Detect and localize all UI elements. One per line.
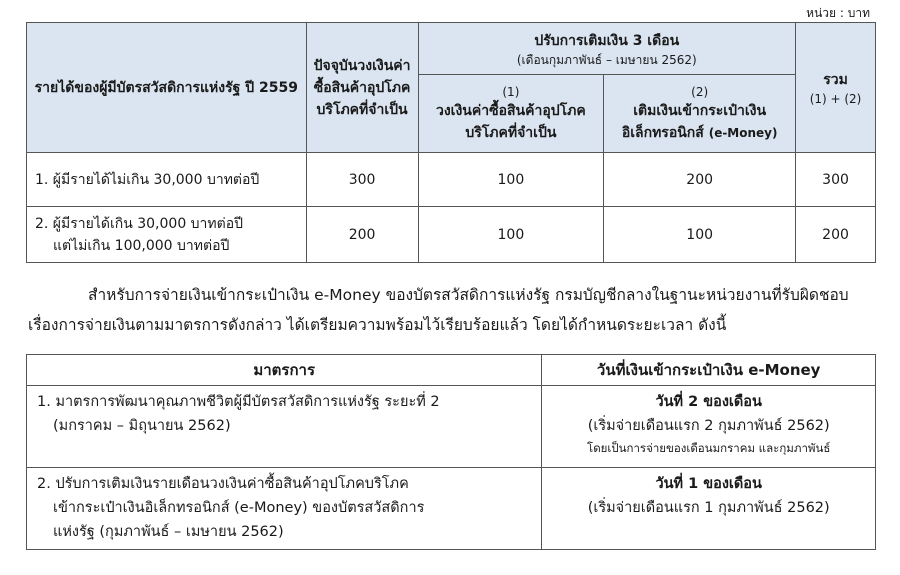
row-label: 2. ผู้มีรายได้เกิน 30,000 บาทต่อปี แต่ไม่เกิน 100,000 บาทต่อปี	[27, 207, 307, 263]
date-cell: วันที่ 1 ของเดือน (เริ่มจ่ายเดือนแรก 1 กุมภาพันธ์ 2562)	[542, 468, 876, 550]
header-total: รวม (1) + (2)	[796, 23, 876, 153]
header-measure: มาตรการ	[27, 355, 542, 386]
row-label: 1. ผู้มีรายได้ไม่เกิน 30,000 บาทต่อปี	[27, 153, 307, 207]
cell-current: 300	[306, 153, 418, 207]
header-col1: (1) วงเงินค่าซื้อสินค้าอุปโภคบริโภคที่จำเป็น	[418, 75, 604, 153]
unit-label: หน่วย : บาท	[806, 6, 870, 20]
date-cell: วันที่ 2 ของเดือน (เริ่มจ่ายเดือนแรก 2 กุมภาพันธ์ 2562) โดยเป็นการจ่ายของเดือนมกราคม และกุมภาพันธ์	[542, 386, 876, 468]
cell-total: 200	[796, 207, 876, 263]
header-date: วันที่เงินเข้ากระเป๋าเงิน e-Money	[542, 355, 876, 386]
header-col2: (2) เติมเงินเข้ากระเป๋าเงินอิเล็กทรอนิกส์ (e-Money)	[604, 75, 796, 153]
cell-col1: 100	[418, 207, 604, 263]
cell-current: 200	[306, 207, 418, 263]
header-income: รายได้ของผู้มีบัตรสวัสดิการแห่งรัฐ ปี 2559	[27, 23, 307, 153]
subsidy-amount-table	[26, 22, 876, 263]
header-total-sub: (1) + (2)	[809, 91, 862, 106]
cell-total: 300	[796, 153, 876, 207]
cell-col2: 200	[604, 153, 796, 207]
header-adjust: ปรับการเติมเงิน 3 เดือน (เดือนกุมภาพันธ์ – เมษายน 2562)	[418, 23, 796, 75]
measure-cell: 2. ปรับการเติมเงินรายเดือนวงเงินค่าซื้อสินค้าอุปโภคบริโภค เข้ากระเป๋าเงินอิเล็กทรอนิกส์ (e-Money) ของบัตรสวัสดิการ แห่งรัฐ (กุมภาพันธ์ – เมษายน 2562)	[27, 468, 542, 550]
table-row	[27, 468, 876, 550]
table-row	[27, 153, 876, 207]
body-paragraph: สำหรับการจ่ายเงินเข้ากระเป๋าเงิน e-Money ของบัตรสวัสดิการแห่งรัฐ กรมบัญชีกลางในฐานะหน่วยงานที่รับผิดชอบเรื่องการจ่ายเงินตามมาตรการดังกล่าว ได้เตรียมความพร้อมไว้เรียบร้อยแล้ว โดยได้กำหนดระยะเวลา ดังนี้	[28, 286, 849, 334]
payment-schedule-table	[26, 354, 876, 550]
cell-col2: 100	[604, 207, 796, 263]
table-row	[27, 207, 876, 263]
header-current: ปัจจุบันวงเงินค่าซื้อสินค้าอุปโภคบริโภคที่จำเป็น	[306, 23, 418, 153]
table-row	[27, 386, 876, 468]
measure-cell: 1. มาตรการพัฒนาคุณภาพชีวิตผู้มีบัตรสวัสดิการแห่งรัฐ ระยะที่ 2 (มกราคม – มิถุนายน 2562)	[27, 386, 542, 468]
cell-col1: 100	[418, 153, 604, 207]
header-adjust-sub: (เดือนกุมภาพันธ์ – เมษายน 2562)	[516, 52, 697, 67]
